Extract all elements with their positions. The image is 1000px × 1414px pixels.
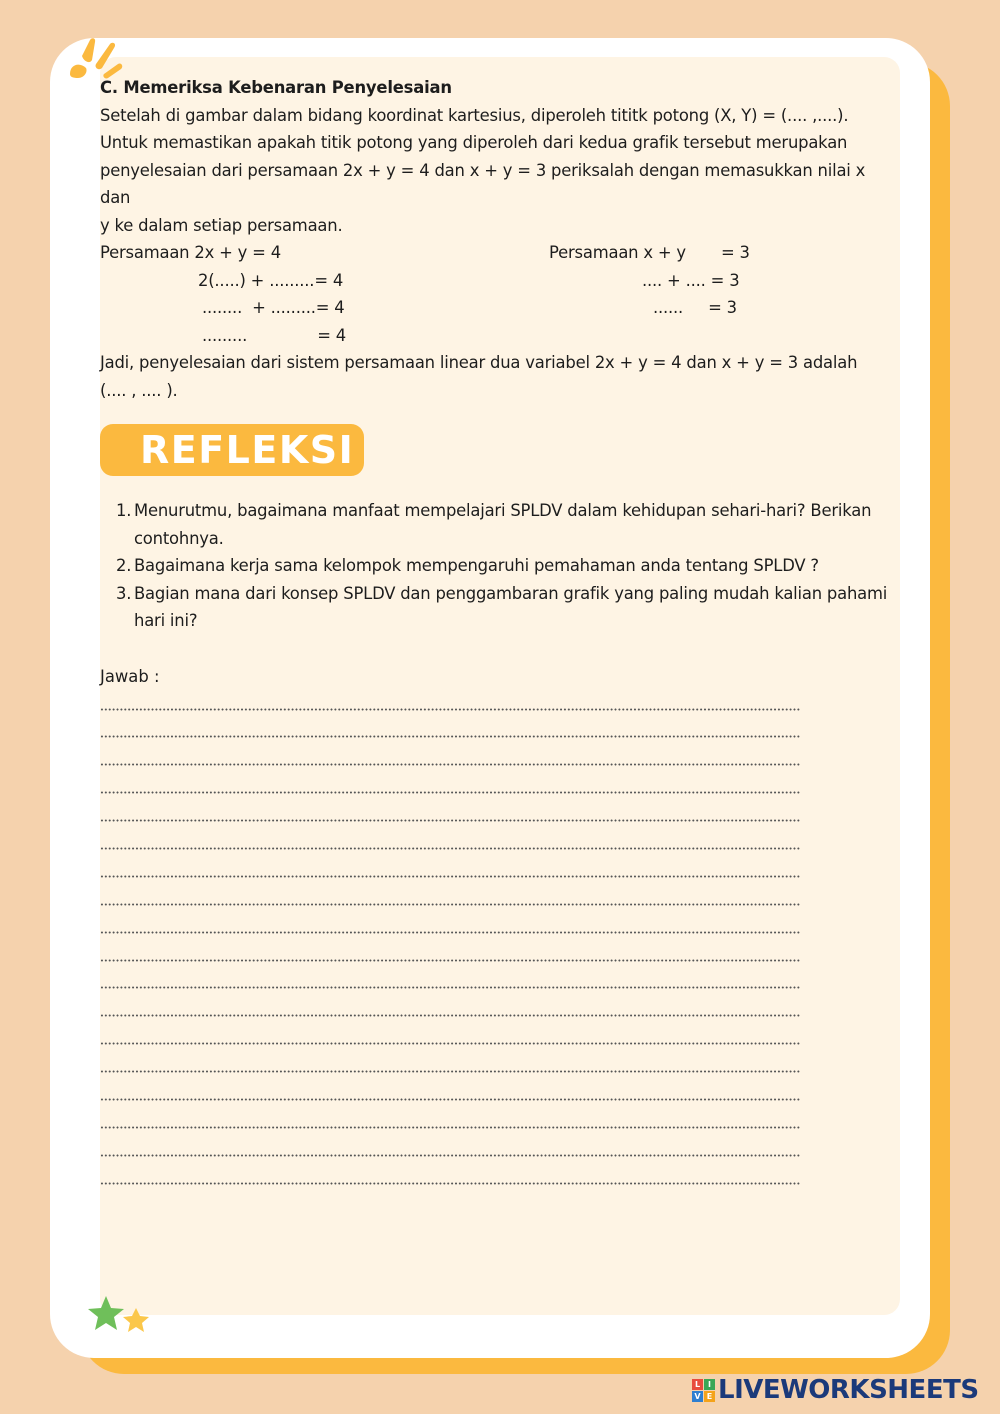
refleksi-questions [100,497,900,635]
answer-line[interactable] [100,1053,800,1081]
answer-line[interactable] [100,774,800,802]
stars-decoration-icon [86,1294,156,1338]
answer-label: Jawab : [100,667,160,686]
answer-line[interactable] [100,1081,800,1109]
equation-left-step-1[interactable]: 2(.....) + .........= 4 [198,270,344,290]
answer-line[interactable] [100,858,800,886]
answer-lines [100,691,800,1193]
equation-check-block [100,239,896,349]
section-c-line-1: Setelah di gambar dalam bidang koordinat kartesius, diperoleh tititk potong (X, Y) = (.... ,....). [100,105,849,125]
logo-text: LIVEWORKSHEETS [718,1375,979,1405]
answer-line[interactable] [100,942,800,970]
conclusion-line-1: Jadi, penyelesaian dari sistem persamaan linear dua variabel 2x + y = 4 dan x + y = 3 adalah [100,353,858,372]
question-text: Bagaimana kerja sama kelompok mempengaruhi pemahaman anda tentang SPLDV ? [134,556,819,575]
question-number: 1. [116,501,132,520]
question-text: Menurutmu, bagaimana manfaat mempelajari SPLDV dalam kehidupan sehari-hari? Berikan contohnya. [134,501,872,548]
logo-mark-letter: V [692,1391,703,1402]
answer-line[interactable] [100,997,800,1025]
answer-line[interactable] [100,1025,800,1053]
question-item [100,580,900,635]
logo-mark-letter: I [704,1379,715,1390]
section-c-heading: C. Memeriksa Kebenaran Penyelesaian [100,78,452,97]
answer-line[interactable] [100,718,800,746]
answer-line[interactable] [100,886,800,914]
equation-right-step-1[interactable]: .... + .... = 3 [642,270,740,290]
section-c-line-2: Untuk memastikan apakah titik potong yang diperoleh dari kedua grafik tersebut merupakan [100,133,848,152]
answer-line[interactable] [100,969,800,997]
section-c-line-3: penyelesaian dari persamaan 2x + y = 4 dan x + y = 3 periksalah dengan memasukkan nilai x dan [100,160,866,207]
logo-mark-icon [692,1379,715,1402]
answer-line[interactable] [100,1165,800,1193]
question-item [100,552,900,580]
equation-left-step-3[interactable]: ......... = 4 [202,325,347,345]
answer-line[interactable] [100,914,800,942]
equation-right-title: Persamaan x + y = 3 [549,243,750,262]
conclusion-line-2[interactable]: (.... , .... ). [100,380,178,400]
liveworksheets-logo [692,1375,979,1405]
answer-line[interactable] [100,691,800,719]
answer-line[interactable] [100,1109,800,1137]
answer-line[interactable] [100,1137,800,1165]
question-item [100,497,900,552]
section-c [100,74,896,404]
question-number: 2. [116,556,132,575]
equation-left-step-2[interactable]: ........ + .........= 4 [202,298,345,317]
logo-mark-letter: L [692,1379,703,1390]
answer-line[interactable] [100,830,800,858]
answer-line[interactable] [100,802,800,830]
answer-line[interactable] [100,746,800,774]
answer-area [100,663,800,1193]
equation-left-title: Persamaan 2x + y = 4 [100,243,281,262]
section-c-line-4: y ke dalam setiap persamaan. [100,215,343,235]
logo-mark-letter: E [704,1391,715,1402]
question-number: 3. [116,583,132,603]
refleksi-title: REFLEKSI [140,428,355,472]
equation-right-step-2[interactable]: ...... = 3 [653,298,737,317]
question-text: Bagian mana dari konsep SPLDV dan penggambaran grafik yang paling mudah kalian pahami hari ini? [134,583,888,630]
refleksi-banner [100,424,364,476]
